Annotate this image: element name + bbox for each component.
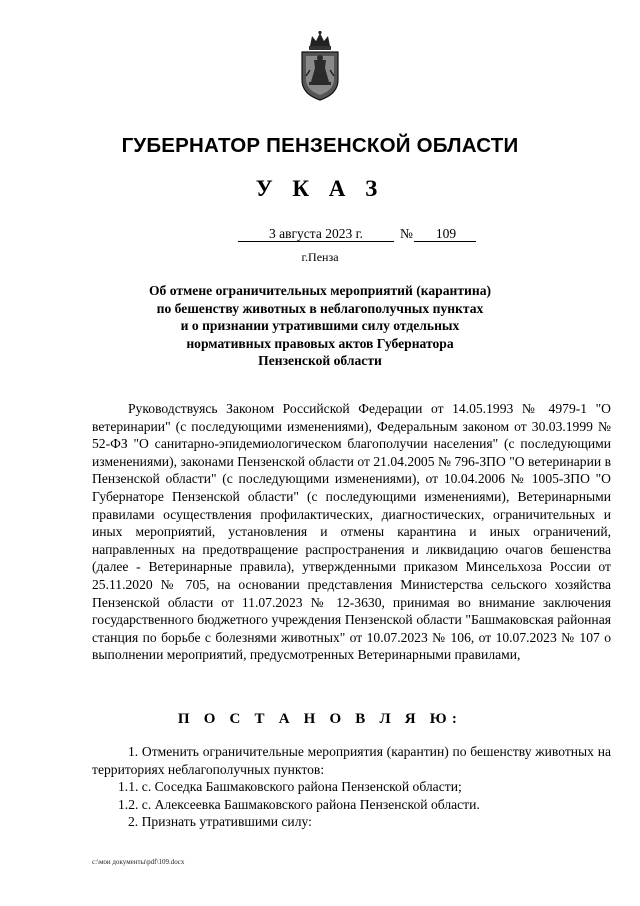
item-1-2: 1.2. с. Алексеевка Башмаковского района Пензенской области. [118,796,480,812]
date-underline [238,241,394,242]
issue-city: г.Пенза [301,250,339,264]
document-type: У К А З [255,176,385,201]
item-1: 1. Отменить ограничительные мероприятия (карантин) по бешенству животных на территориях неблагополучных пунктов: [92,744,611,777]
subject-line: Пензенской области [258,353,382,368]
document-number: 109 [435,226,457,241]
date-number-line [238,226,478,244]
issuer-title: ГУБЕРНАТОР ПЕНЗЕНСКОЙ ОБЛАСТИ [121,134,519,157]
number-underline [414,241,476,242]
subject-line: по бешенству животных в неблагополучных пунктах [156,300,484,316]
decree-heading: П О С Т А Н О В Л Я Ю: [177,711,463,727]
preamble-paragraph: Руководствуясь Законом Российской Федерации от 14.05.1993 № 4979-1 "О ветеринарии" (с последующими изменениями), Федеральным законом от 30.03.1999 № 52-ФЗ "О санитарно-эпидемиологическом благополучии населения" (с последующими изменениями), законами Пензенской области от 21.04.2005 № 796-ЗПО "О ветеринарии в Пензенской области" (с последующими изменениями), от 10.04.2006 № 1005-ЗПО "О Губернаторе Пензенской области" (с последующими изменениями), Ветеринарными правилами осуществления профилактических, диагностических, ограничительных и иных мероприятий, установления и отмены карантина и иных ограничений, направленных на предотвращение распространения и ликвидацию очагов бешенства (далее - Ветеринарные правила), утвержденными приказом Минсельхоза России от 25.11.2020 № 705, на основании представления Министерства сельского хозяйства Пензенской области от 11.07.2023 № 12-3630, принимая во внимание заключения государственного бюджетного учреждения Пензенской области "Башмаковская районная станция по борьбе с болезнями животных" от 10.07.2023 № 106, от 10.07.2023 № 107 о выполнении мероприятий, предусмотренных Ветеринарными правилами, [92,401,611,663]
coat-of-arms-icon [296,30,344,102]
file-path-footer: c:\мои документы\pdf\109.docx [92,858,185,866]
number-sign: № [400,226,413,241]
item-1-1: 1.1. с. Соседка Башмаковского района Пензенской области; [118,779,462,795]
item-2: 2. Признать утратившими силу: [128,814,312,830]
subject-line: и о признании утратившими силу отдельных [180,318,460,333]
subject-line: нормативных правовых актов Губернатора [186,335,454,351]
document-subject [120,282,520,370]
decree-items [92,743,611,831]
subject-line: Об отмене ограничительных мероприятий (карантина) [148,283,492,298]
document-date: 3 августа 2023 г. [269,226,363,241]
